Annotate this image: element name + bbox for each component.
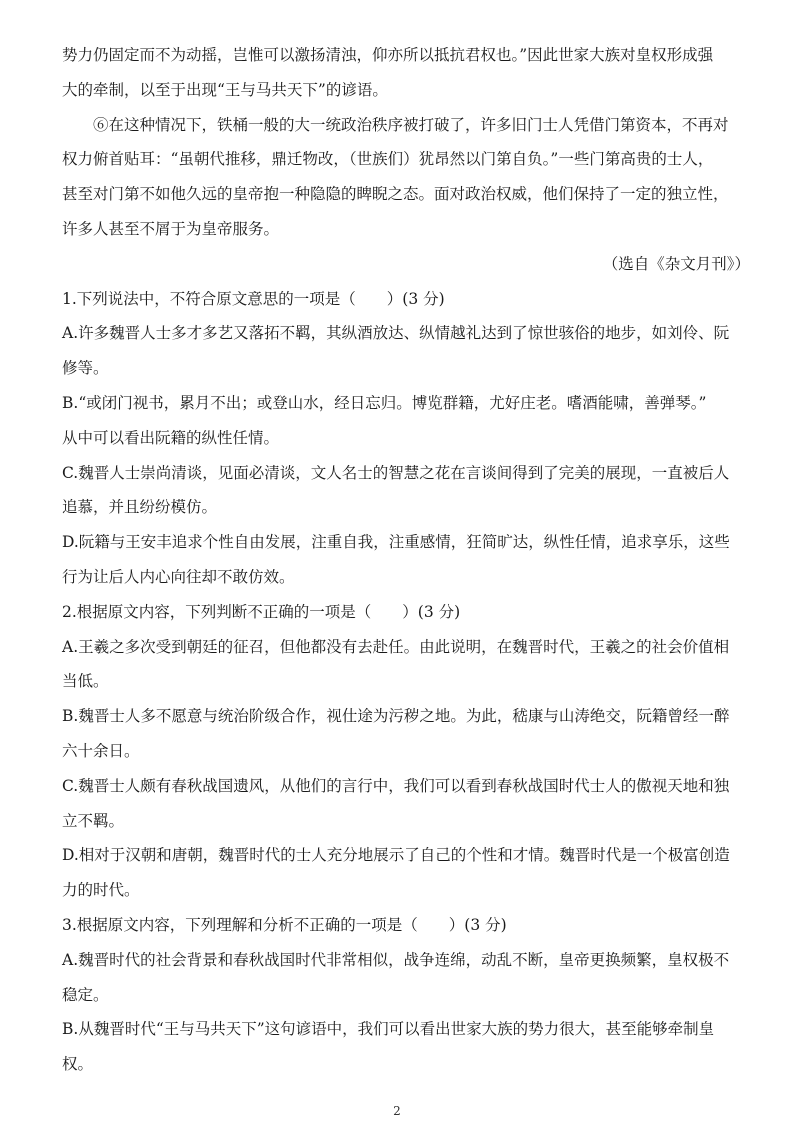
question-3 xyxy=(62,908,752,1082)
option-line: 修等。 xyxy=(62,359,109,378)
question-1 xyxy=(62,282,752,595)
option-a xyxy=(62,316,752,386)
option-line: 稳定。 xyxy=(62,985,109,1004)
option-line: A.王羲之多次受到朝廷的征召，但他都没有去赴任。由此说明，在魏晋时代，王羲之的社会价值相 xyxy=(62,637,730,656)
option-line: C.魏晋人士崇尚清谈，见面必清谈，文人名士的智慧之花在言谈间得到了完美的展现，一直被后人 xyxy=(62,463,730,482)
option-line: B.从魏晋时代“王与马共天下”这句谚语中，我们可以看出世家大族的势力很大，甚至能够牵制皇 xyxy=(62,1020,715,1039)
option-c xyxy=(62,456,752,526)
option-b xyxy=(62,1012,752,1082)
option-line: 从中可以看出阮籍的纵性任情。 xyxy=(62,428,280,447)
option-line: 行为让后人内心向往却不敢仿效。 xyxy=(62,567,295,586)
option-line: 力的时代。 xyxy=(62,881,140,900)
option-b xyxy=(62,386,752,456)
question-stem: 2.根据原文内容，下列判断不正确的一项是（ ）(3 分) xyxy=(62,602,461,621)
question-stem: 3.根据原文内容，下列理解和分析不正确的一项是（ ）(3 分) xyxy=(62,915,507,934)
option-line: 权。 xyxy=(62,1055,94,1074)
option-line: D.阮籍与王安丰追求个性自由发展，注重自我，注重感情，狂简旷达，纵性任情，追求享乐，这些 xyxy=(62,533,730,552)
option-a xyxy=(62,943,752,1013)
option-line: A.许多魏晋人士多才多艺又落拓不羁，其纵酒放达、纵情越礼达到了惊世骇俗的地步，如刘伶、阮 xyxy=(62,324,730,343)
source-citation: （选自《杂文月刊》） xyxy=(602,254,750,273)
option-c xyxy=(62,769,752,839)
passage-line: 势力仍固定而不为动摇，岂惟可以激扬清浊，仰亦所以抵抗君权也。”因此世家大族对皇权形成强 xyxy=(62,46,714,64)
option-line: B.“或闭门视书，累月不出；或登山水，经日忘归。博览群籍，尤好庄老。嗜酒能啸，善弹琴。” xyxy=(62,393,707,412)
option-b xyxy=(62,699,752,769)
paragraph-6-line: 权力俯首贴耳：“虽朝代推移，鼎迁物改，（世族们）犹昂然以门第自负。”一些门第高贵的士人， xyxy=(62,150,714,169)
page-number: 2 xyxy=(393,1104,401,1118)
option-line: 六十余日。 xyxy=(62,741,140,760)
passage-line: 大的牵制，以至于出现“王与马共天下”的谚语。 xyxy=(62,80,388,99)
option-line: D.相对于汉朝和唐朝，魏晋时代的士人充分地展示了自己的个性和才情。魏晋时代是一个极富创造 xyxy=(62,846,730,865)
paragraph-6-line: ⑥在这种情况下，铁桶一般的大一统政治秩序被打破了，许多旧门士人凭借门第资本，不再对 xyxy=(93,115,729,134)
option-line: 立不羁。 xyxy=(62,811,125,830)
option-d xyxy=(62,525,752,595)
paragraph-6-line: 甚至对门第不如他久远的皇帝抱一种隐隐的睥睨之态。面对政治权威，他们保持了一定的独立性， xyxy=(62,185,729,204)
option-line: A.魏晋时代的社会背景和春秋战国时代非常相似，战争连绵，动乱不断，皇帝更换频繁，皇权极不 xyxy=(62,950,730,969)
document-page xyxy=(62,38,752,1082)
option-a xyxy=(62,630,752,700)
paragraph-6-line: 许多人甚至不屑于为皇帝服务。 xyxy=(62,219,280,238)
question-2 xyxy=(62,595,752,908)
option-line: C.魏晋士人颇有春秋战国遗风，从他们的言行中，我们可以看到春秋战国时代士人的傲视天地和独 xyxy=(62,776,730,795)
option-line: B.魏晋士人多不愿意与统治阶级合作，视仕途为污秽之地。为此，嵇康与山涛绝交，阮籍曾经一醉 xyxy=(62,707,730,726)
option-line: 追慕，并且纷纷模仿。 xyxy=(62,498,218,517)
option-d xyxy=(62,838,752,908)
question-stem: 1.下列说法中，不符合原文意思的一项是（ ）(3 分) xyxy=(62,289,445,308)
option-line: 当低。 xyxy=(62,672,109,691)
